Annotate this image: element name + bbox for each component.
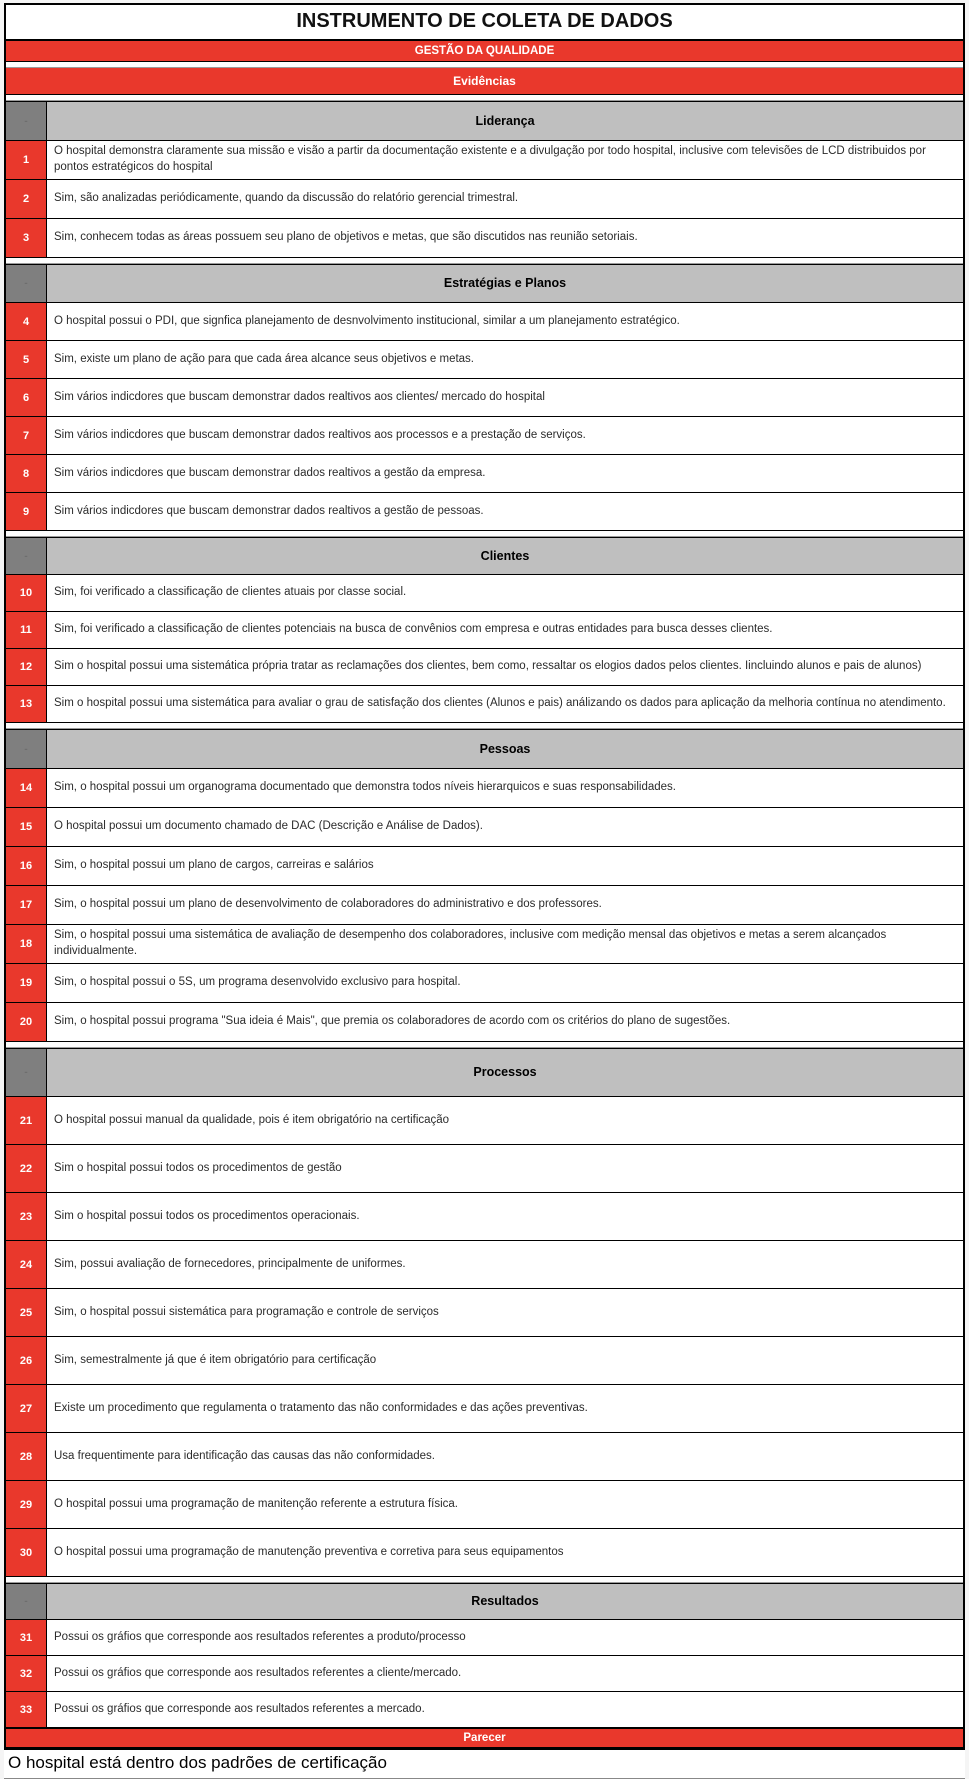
table-row [6,1097,963,1145]
row-number: 10 [6,575,47,611]
section-title: Pessoas [47,730,963,768]
row-text: Sim, o hospital possui uma sistemática de avaliação de desempenho dos colaboradores, inclusive com medição mensal das objetivos e metas a serem alcançados individualmente. [54,929,887,957]
row-text: O hospital possui o PDI, que signfica planejamento de desnvolvimento institucional, similar a um planejamento estratégico. [54,314,680,327]
table-row [6,341,963,379]
page-title: INSTRUMENTO DE COLETA DE DADOS [6,5,963,41]
row-number: 3 [6,219,47,257]
row-number: 26 [6,1337,47,1384]
row-number: 29 [6,1481,47,1528]
row-text: Usa frequentimente para identificação das causas das não conformidades. [54,1449,436,1462]
row-number: 25 [6,1289,47,1336]
section-header-row [6,264,963,303]
table-row [6,1620,963,1656]
table-row [6,686,963,723]
section-block [6,729,963,1042]
section-header-dash: - [6,1584,47,1619]
table-row [6,455,963,493]
row-text: Possui os gráfios que corresponde aos resultados referentes a mercado. [54,1702,425,1715]
row-text: Sim, o hospital possui o 5S, um programa desenvolvido exclusivo para hospital. [54,976,461,989]
table-row [6,1337,963,1385]
table-row [6,847,963,886]
section-title: Liderança [47,102,963,140]
row-number: 4 [6,303,47,340]
section-header-dash: - [6,265,47,302]
section-header-row [6,101,963,141]
row-number: 14 [6,769,47,807]
table-row [6,493,963,531]
table-row [6,649,963,686]
row-text: Sim vários indicdores que buscam demonstrar dados realtivos a gestão da empresa. [54,466,486,479]
row-text: O hospital possui manual da qualidade, pois é item obrigatório na certificação [54,1113,450,1126]
row-text: Sim, conhecem todas as áreas possuem seu plano de objetivos e metas, que são discutidos nas reunião setoriais. [54,231,638,244]
document-table [4,3,965,1750]
row-number: 20 [6,1003,47,1041]
row-text: Existe um procedimento que regulamenta o tratamento das não conformidades e das ações preventivas. [54,1401,588,1414]
row-number: 15 [6,808,47,846]
row-number: 16 [6,847,47,885]
section-header-dash: - [6,730,47,768]
table-row [6,886,963,925]
row-text: O hospital possui uma programação de manitenção referente a estrutura física. [54,1497,458,1510]
row-number: 5 [6,341,47,378]
table-row [6,1385,963,1433]
row-text: Sim vários indicdores que buscam demonstrar dados realtivos aos processos e a prestação de serviços. [54,428,586,441]
row-number: 18 [6,925,47,963]
table-row [6,1193,963,1241]
row-text: O hospital demonstra claramente sua missão e visão a partir da documentação existente e a divulgação por todo hospital, inclusive com televisões de LCD distribuidos por pontos estratégicos do hospital [54,145,926,173]
row-text: O hospital possui um documento chamado de DAC (Descrição e Análise de Dados). [54,820,483,833]
section-block [6,264,963,531]
section-header-row [6,1048,963,1097]
section-header-dash: - [6,1049,47,1096]
banner-gestao-da-qualidade: GESTÃO DA QUALIDADE [6,41,963,62]
section-header-dash: - [6,538,47,574]
row-text: O hospital possui uma programação de manutenção preventiva e corretiva para seus equipamentos [54,1545,564,1558]
row-number: 6 [6,379,47,416]
section-block [6,1583,963,1728]
row-text: Sim, o hospital possui sistemática para programação e controle de serviços [54,1305,439,1318]
row-number: 17 [6,886,47,924]
section-title: Processos [47,1049,963,1096]
section-header-row [6,1583,963,1620]
row-number: 19 [6,964,47,1002]
table-row [6,141,963,180]
row-text: Sim, possui avaliação de fornecedores, principalmente de uniformes. [54,1257,406,1270]
table-row [6,417,963,455]
row-number: 24 [6,1241,47,1288]
row-text: Sim, foi verificado a classificação de clientes potenciais na busca de convênios com empresa e outras entidades para busca desses clientes. [54,623,773,636]
banner-evidencias: Evidências [6,68,963,95]
table-row [6,575,963,612]
parecer-answer-text: O hospital está dentro dos padrões de certificação [4,1750,965,1779]
section-title: Clientes [47,538,963,574]
row-text: Sim, o hospital possui um plano de cargos, carreiras e salários [54,859,374,872]
table-row [6,612,963,649]
row-text: Sim vários indicdores que buscam demonstrar dados realtivos aos clientes/ mercado do hospital [54,390,545,403]
row-number: 1 [6,141,47,179]
row-text: Possui os gráfios que corresponde aos resultados referentes a cliente/mercado. [54,1666,462,1679]
row-text: Sim vários indicdores que buscam demonstrar dados realtivos a gestão de pessoas. [54,504,484,517]
table-row [6,1241,963,1289]
table-row [6,1692,963,1728]
row-text: Sim o hospital possui uma sistemática própria tratar as reclamações dos clientes, bem como, ressaltar os elogios dados pelos clientes. Iincluindo alunos e pais de alunos) [54,660,922,673]
row-text: Sim, o hospital possui um plano de desenvolvimento de colaboradores do administrativo e dos professores. [54,898,602,911]
table-row [6,1433,963,1481]
section-block [6,537,963,723]
table-row [6,964,963,1003]
row-number: 7 [6,417,47,454]
table-row [6,379,963,417]
row-number: 28 [6,1433,47,1480]
table-row [6,1289,963,1337]
table-row [6,1145,963,1193]
row-text: Sim o hospital possui uma sistemática para avaliar o grau de satisfação dos clientes (Alunos e pais) análizando os dados para aplicação da melhoria contínua no atendimento. [54,697,946,710]
row-number: 9 [6,493,47,530]
table-row [6,180,963,219]
table-row [6,1481,963,1529]
row-text: Sim o hospital possui todos os procedimentos de gestão [54,1161,342,1174]
banner-parecer: Parecer [6,1728,963,1748]
table-row [6,1529,963,1577]
row-number: 30 [6,1529,47,1576]
row-text: Sim o hospital possui todos os procedimentos operacionais. [54,1209,360,1222]
row-number: 22 [6,1145,47,1192]
row-number: 21 [6,1097,47,1144]
table-row [6,303,963,341]
section-header-dash: - [6,102,47,140]
table-row [6,1656,963,1692]
table-row [6,808,963,847]
row-number: 12 [6,649,47,685]
row-number: 23 [6,1193,47,1240]
table-row [6,1003,963,1042]
row-text: Sim, o hospital possui programa "Sua ideia é Mais", que premia os colaboradores de acordo com os critérios do plano de sugestões. [54,1015,731,1028]
table-row [6,769,963,808]
row-text: Sim, existe um plano de ação para que cada área alcance seus objetivos e metas. [54,352,474,365]
row-number: 27 [6,1385,47,1432]
row-number: 13 [6,686,47,722]
section-header-row [6,537,963,575]
row-number: 32 [6,1656,47,1691]
section-block [6,101,963,258]
row-number: 2 [6,180,47,218]
section-block [6,1048,963,1577]
row-text: Sim, são analizadas periódicamente, quando da discussão do relatório gerencial trimestral. [54,192,519,205]
row-text: Sim, foi verificado a classificação de clientes atuais por classe social. [54,586,407,599]
row-text: Sim, semestralmente já que é item obrigatório para certificação [54,1353,377,1366]
row-number: 31 [6,1620,47,1655]
row-text: Sim, o hospital possui um organograma documentado que demonstra todos níveis hierarquicos e suas responsabilidades. [54,781,676,794]
section-title: Estratégias e Planos [47,265,963,302]
row-number: 33 [6,1692,47,1727]
row-number: 11 [6,612,47,648]
table-row [6,219,963,258]
section-header-row [6,729,963,769]
table-row [6,925,963,964]
sections-container [6,95,963,1728]
row-text: Possui os gráfios que corresponde aos resultados referentes a produto/processo [54,1630,466,1643]
section-title: Resultados [47,1584,963,1619]
row-number: 8 [6,455,47,492]
